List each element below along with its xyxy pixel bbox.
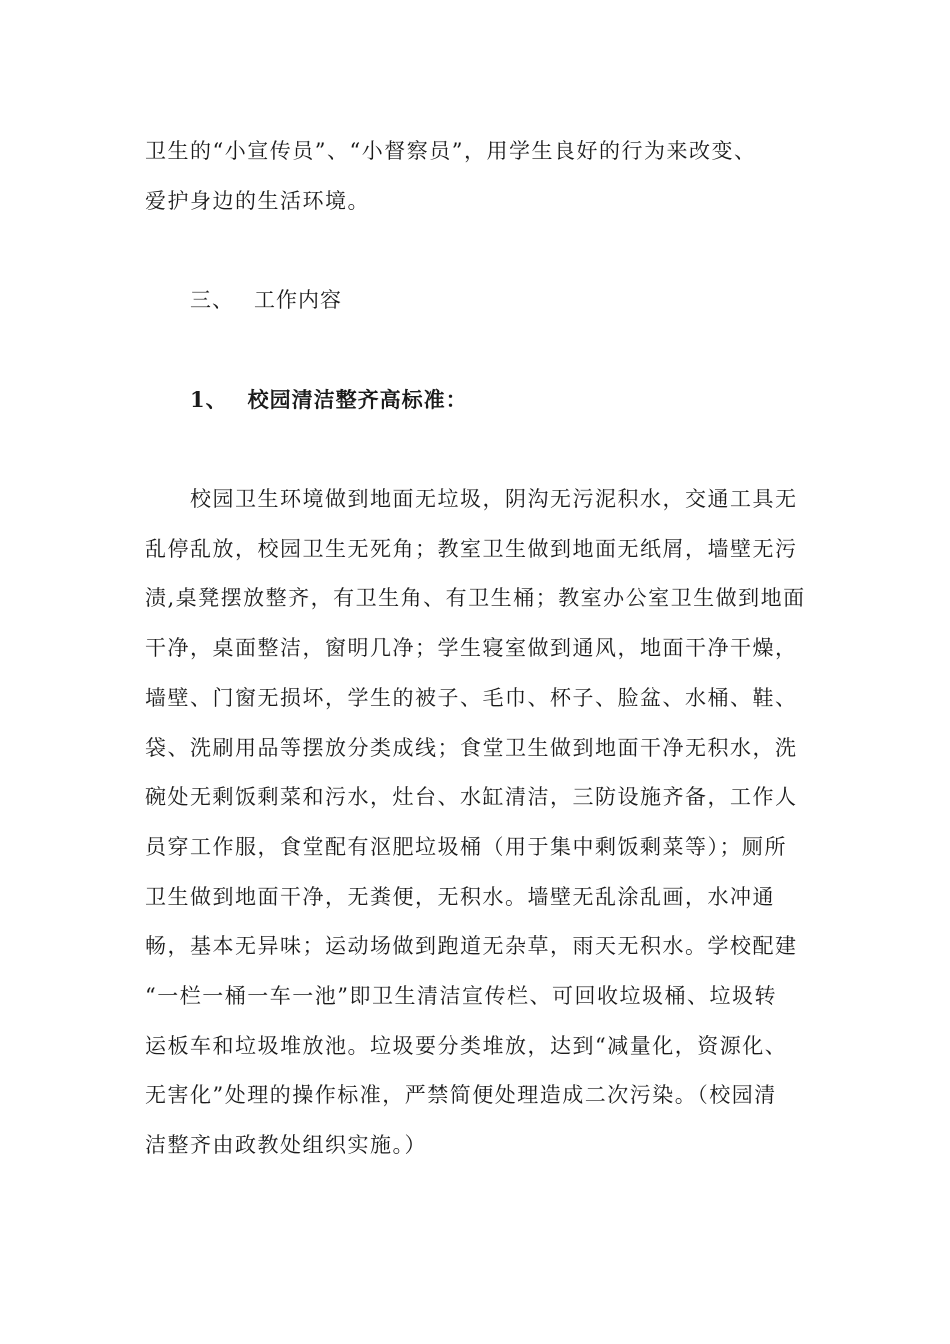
section-heading (190, 286, 850, 314)
body-line-10: 畅，基本无异味；运动场做到跑道无杂草，雨天无积水。学校配建 (145, 934, 798, 958)
body-line-7: 碗处无剩饭剩菜和污水，灶台、水缸清洁，三防设施齐备，工作人 (145, 785, 798, 809)
body-line-4: 干净，桌面整洁，窗明几净；学生寝室做到通风，地面干净干燥， (145, 636, 798, 660)
body-line-12: 运板车和垃圾堆放池。垃圾要分类堆放，达到“减量化，资源化、 (145, 1034, 788, 1058)
body-line-8: 员穿工作服，食堂配有沤肥垃圾桶（用于集中剩饭剩菜等）；厕所 (145, 835, 787, 859)
body-line-2: 乱停乱放，校园卫生无死角；教室卫生做到地面无纸屑，墙壁无污 (145, 537, 798, 561)
body-line-1: 校园卫生环境做到地面无垃圾，阴沟无污泥积水，交通工具无 (190, 487, 798, 511)
section-number: 三、 (190, 288, 234, 312)
intro-line-2: 爱护身边的生活环境。 (145, 189, 370, 213)
subsection-title: 校园清洁整齐高标准： (247, 387, 468, 412)
intro-line-1: 卫生的“小宣传员”、“小督察员”，用学生良好的行为来改变、 (145, 139, 757, 163)
section-title: 工作内容 (254, 288, 342, 312)
body-line-13: 无害化”处理的操作标准，严禁简便处理造成二次污染。（校园清 (145, 1083, 777, 1107)
body-line-3: 渍,桌凳摆放整齐，有卫生角、有卫生桶；教室办公室卫生做到地面 (145, 586, 806, 610)
body-line-11: “一栏一桶一车一池”即卫生清洁宣传栏、可回收垃圾桶、垃圾转 (145, 984, 777, 1008)
body-line-6: 袋、洗刷用品等摆放分类成线；食堂卫生做到地面干净无积水，洗 (145, 736, 798, 760)
subsection-number: 1、 (190, 387, 228, 412)
subsection-heading (190, 386, 850, 414)
body-line-9: 卫生做到地面干净，无粪便，无积水。墙壁无乱涂乱画，水冲通 (145, 885, 775, 909)
body-line-5: 墙壁、门窗无损坏，学生的被子、毛巾、杯子、脸盆、水桶、鞋、 (145, 686, 798, 710)
body-line-14: 洁整齐由政教处组织实施。） (145, 1133, 427, 1157)
